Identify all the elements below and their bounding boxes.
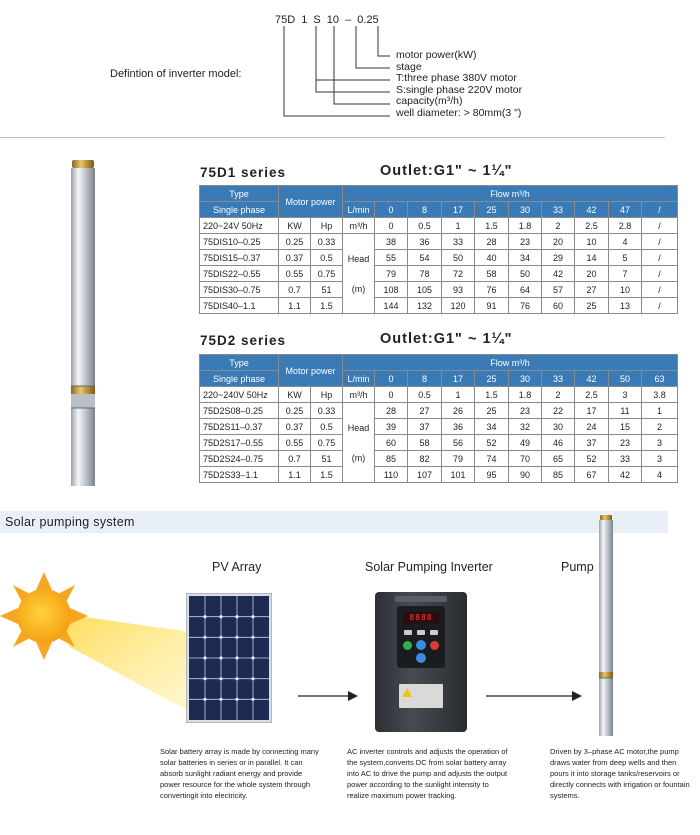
kw-cell: 0.55 <box>279 435 311 451</box>
head-value-cell: 95 <box>475 467 509 483</box>
head-value-cell: 42 <box>542 266 575 282</box>
table2-series-title: 75D2 series <box>200 333 287 348</box>
table2-flow-col: 30 <box>509 371 542 387</box>
head-label-cell <box>343 403 375 483</box>
kw-cell: 0.7 <box>279 451 311 467</box>
head-value-cell: 76 <box>475 282 509 298</box>
hp-cell: 1.5 <box>311 467 343 483</box>
head-value-cell: 4 <box>609 234 642 250</box>
pv-panel-image <box>186 593 272 723</box>
head-value-cell: 40 <box>475 250 509 266</box>
table-row <box>200 266 678 282</box>
table2-single-phase-header: Single phase <box>200 371 279 387</box>
table-row <box>200 282 678 298</box>
kw-cell: 0.37 <box>279 419 311 435</box>
head-value-cell: 79 <box>375 266 408 282</box>
table1-flow-header: Flow m³/h <box>343 186 678 202</box>
head-value-cell: 13 <box>609 298 642 314</box>
table1-motor-power-header: Motor power <box>279 186 343 218</box>
head-value-cell: 23 <box>509 234 542 250</box>
table2-flow-col: 8 <box>408 371 442 387</box>
inverter-vent <box>395 596 447 602</box>
kw-cell: 0.25 <box>279 403 311 419</box>
table2-kw-header: KW <box>279 387 311 403</box>
table1-body <box>200 234 678 314</box>
head-value-cell: / <box>642 250 678 266</box>
inverter-label: Solar Pumping Inverter <box>365 560 493 574</box>
kw-cell: 0.37 <box>279 250 311 266</box>
head-value-cell: 5 <box>609 250 642 266</box>
table1-series-title: 75D1 series <box>200 165 287 180</box>
table1-flow-col: 30 <box>509 202 542 218</box>
table-row <box>200 451 678 467</box>
head-value-cell: 36 <box>408 234 442 250</box>
head-value-cell: 90 <box>509 467 542 483</box>
table1-lph-cell: 2.5 <box>575 218 609 234</box>
head-value-cell: 60 <box>375 435 408 451</box>
head-value-cell: 27 <box>408 403 442 419</box>
table1-lph-cell: 2.8 <box>609 218 642 234</box>
head-value-cell: 37 <box>575 435 609 451</box>
head-value-cell: 46 <box>542 435 575 451</box>
model-code: 75D 1 S 10 – 0.25 <box>275 14 379 26</box>
table2-lph-cell: 1.8 <box>509 387 542 403</box>
head-value-cell: 78 <box>408 266 442 282</box>
head-value-cell: 36 <box>442 419 475 435</box>
head-value-cell: 42 <box>609 467 642 483</box>
head-value-cell: 17 <box>575 403 609 419</box>
head-value-cell: 28 <box>375 403 408 419</box>
def-three-phase: T:three phase 380V motor <box>396 72 517 84</box>
head-value-cell: 14 <box>575 250 609 266</box>
model-cell: 75D2S33–1.1 <box>200 467 279 483</box>
head-value-cell: 7 <box>609 266 642 282</box>
model-cell: 75DIS40–1.1 <box>200 298 279 314</box>
sun-icon <box>0 572 190 712</box>
head-value-cell: 25 <box>475 403 509 419</box>
head-value-cell: 110 <box>375 467 408 483</box>
pump-image-small <box>596 515 616 740</box>
hp-cell: 0.33 <box>311 234 343 250</box>
table2-flow-col: 17 <box>442 371 475 387</box>
head-value-cell: 52 <box>475 435 509 451</box>
head-value-cell: 76 <box>509 298 542 314</box>
head-value-cell: 32 <box>509 419 542 435</box>
kw-cell: 0.25 <box>279 234 311 250</box>
model-cell: 75D2S08–0.25 <box>200 403 279 419</box>
table1-lph-cell: 2 <box>542 218 575 234</box>
table2-flow-col: 63 <box>642 371 678 387</box>
inverter-display: 8888 <box>403 612 439 623</box>
head-value-cell: 57 <box>542 282 575 298</box>
head-value-cell: 132 <box>408 298 442 314</box>
table1-single-phase-header: Single phase <box>200 202 279 218</box>
head-value-cell: 38 <box>375 234 408 250</box>
table-row <box>200 298 678 314</box>
run-button-icon <box>403 641 412 650</box>
hp-cell: 1.5 <box>311 298 343 314</box>
table-row <box>200 467 678 483</box>
head-value-cell: 74 <box>475 451 509 467</box>
model-definition-items <box>396 50 522 119</box>
table1-voltage: 220~24V 50Hz <box>200 218 279 234</box>
table2-lph-cell: 1.5 <box>475 387 509 403</box>
head-label: Head <box>347 253 370 264</box>
table2-flow-col: 0 <box>375 371 408 387</box>
model-cell: 75DIS30–0.75 <box>200 282 279 298</box>
hp-cell: 51 <box>311 451 343 467</box>
keypad-button <box>404 630 412 635</box>
def-motor-power: motor power(kW) <box>396 49 477 61</box>
head-value-cell: 108 <box>375 282 408 298</box>
kw-cell: 1.1 <box>279 298 311 314</box>
table2-motor-power-header: Motor power <box>279 355 343 387</box>
head-value-cell: 23 <box>609 435 642 451</box>
table1 <box>199 185 678 314</box>
down-button-icon <box>416 653 426 663</box>
head-value-cell: 2 <box>642 419 678 435</box>
head-label-cell <box>343 234 375 314</box>
pump-description: Driven by 3–phase AC motor,the pump draws water from deep wells and then pours it into storage tanks/reservoirs or directly connects with irrigation or fountain systems. <box>550 747 690 800</box>
head-value-cell: 26 <box>442 403 475 419</box>
inverter-image <box>375 592 467 732</box>
head-value-cell: / <box>642 266 678 282</box>
pv-array-label: PV Array <box>212 560 262 574</box>
table1-flow-col: / <box>642 202 678 218</box>
head-value-cell: 3 <box>642 451 678 467</box>
model-cell: 75D2S11–0.37 <box>200 419 279 435</box>
hp-cell: 0.75 <box>311 266 343 282</box>
table2-lph-cell: 1 <box>442 387 475 403</box>
head-value-cell: / <box>642 282 678 298</box>
pv-description: Solar battery array is made by connecting many solar batteries in series or in parallel. It can absorb sunlight radiant energy and provide power resource for the whole system through convertingit into electricity. <box>160 747 319 800</box>
table1-lmin-header: L/min <box>343 202 375 218</box>
table-row <box>200 419 678 435</box>
section-divider <box>0 137 665 138</box>
head-value-cell: 25 <box>575 298 609 314</box>
head-value-cell: 28 <box>475 234 509 250</box>
table1-lph-cell: 1 <box>442 218 475 234</box>
table2-flow-col: 42 <box>575 371 609 387</box>
table1-lph-cell: 0.5 <box>408 218 442 234</box>
head-value-cell: 39 <box>375 419 408 435</box>
head-value-cell: 58 <box>408 435 442 451</box>
warning-icon <box>402 688 412 697</box>
head-value-cell: 10 <box>575 234 609 250</box>
head-value-cell: 64 <box>509 282 542 298</box>
solar-section-title: Solar pumping system <box>5 515 135 529</box>
head-value-cell: / <box>642 298 678 314</box>
head-value-cell: 60 <box>542 298 575 314</box>
head-value-cell: 79 <box>442 451 475 467</box>
head-value-cell: 52 <box>575 451 609 467</box>
model-definition-bracket-lines <box>270 26 400 122</box>
table2-flow-header: Flow m³/h <box>343 355 678 371</box>
head-value-cell: 105 <box>408 282 442 298</box>
head-value-cell: 93 <box>442 282 475 298</box>
table2-voltage: 220~240V 50Hz <box>200 387 279 403</box>
head-value-cell: 22 <box>542 403 575 419</box>
hp-cell: 51 <box>311 282 343 298</box>
def-single-phase: S:single phase 220V motor <box>396 83 523 96</box>
table2-type-header: Type <box>200 355 279 371</box>
pump-label: Pump <box>561 560 594 574</box>
hp-cell: 0.5 <box>311 250 343 266</box>
table2-unit: m³/h <box>343 387 375 403</box>
table1-flow-col: 47 <box>609 202 642 218</box>
head-value-cell: 1 <box>642 403 678 419</box>
model-cell: 75DIS10–0.25 <box>200 234 279 250</box>
arrow-right-icon <box>298 690 358 702</box>
table2-flow-col: 33 <box>542 371 575 387</box>
kw-cell: 1.1 <box>279 467 311 483</box>
table1-hp-header: Hp <box>311 218 343 234</box>
arrow-right-icon <box>486 690 582 702</box>
head-value-cell: 55 <box>375 250 408 266</box>
kw-cell: 0.7 <box>279 282 311 298</box>
keypad-button <box>417 630 425 635</box>
head-value-cell: 33 <box>442 234 475 250</box>
table1-flow-col: 42 <box>575 202 609 218</box>
head-value-cell: 85 <box>375 451 408 467</box>
head-value-cell: 3 <box>642 435 678 451</box>
head-value-cell: 29 <box>542 250 575 266</box>
table1-flow-col: 8 <box>408 202 442 218</box>
head-value-cell: 82 <box>408 451 442 467</box>
table2-outlet: Outlet:G1" ~ 1¼" <box>380 331 513 347</box>
table1-flow-col: 17 <box>442 202 475 218</box>
hp-cell: 0.33 <box>311 403 343 419</box>
table1-kw-header: KW <box>279 218 311 234</box>
table2 <box>199 354 678 483</box>
inverter-description: AC inverter controls and adjusts the operation of the system,converts DC from solar battery array into AC to drive the pump and adjusts the output power according to the sunlight intensity to realize maximum power tracking. <box>347 747 508 800</box>
table2-lph-cell: 0.5 <box>408 387 442 403</box>
head-unit: (m) <box>351 283 366 294</box>
hp-cell: 0.75 <box>311 435 343 451</box>
head-value-cell: 54 <box>408 250 442 266</box>
head-value-cell: 67 <box>575 467 609 483</box>
table2-lph-cell: 2 <box>542 387 575 403</box>
table1-flow-col: 33 <box>542 202 575 218</box>
table1-lph-cell: / <box>642 218 678 234</box>
head-value-cell: 11 <box>609 403 642 419</box>
head-value-cell: 49 <box>509 435 542 451</box>
head-value-cell: 107 <box>408 467 442 483</box>
keypad-button <box>430 630 438 635</box>
table2-hp-header: Hp <box>311 387 343 403</box>
head-value-cell: 70 <box>509 451 542 467</box>
table2-flow-col: 50 <box>609 371 642 387</box>
head-value-cell: 56 <box>442 435 475 451</box>
stop-button-icon <box>430 641 439 650</box>
head-value-cell: 30 <box>542 419 575 435</box>
head-value-cell: 10 <box>609 282 642 298</box>
table2-flow-col: 25 <box>475 371 509 387</box>
def-well-diameter: well diameter: > 80mm(3 ") <box>396 106 522 119</box>
table-row <box>200 234 678 250</box>
table1-flow-col: 25 <box>475 202 509 218</box>
head-label: Head <box>347 422 370 433</box>
head-value-cell: 65 <box>542 451 575 467</box>
head-value-cell: 34 <box>509 250 542 266</box>
inverter-keypad <box>397 606 445 668</box>
warning-label <box>399 684 443 708</box>
head-value-cell: 58 <box>475 266 509 282</box>
def-capacity: capacity(m³/h) <box>396 95 463 107</box>
head-value-cell: 4 <box>642 467 678 483</box>
model-cell: 75DIS15–0.37 <box>200 250 279 266</box>
head-value-cell: 50 <box>509 266 542 282</box>
table2-lph-cell: 0 <box>375 387 408 403</box>
head-value-cell: 24 <box>575 419 609 435</box>
head-value-cell: 144 <box>375 298 408 314</box>
head-unit: (m) <box>351 452 366 463</box>
table1-lph-cell: 1.8 <box>509 218 542 234</box>
head-value-cell: 50 <box>442 250 475 266</box>
head-value-cell: 20 <box>542 234 575 250</box>
hp-cell: 0.5 <box>311 419 343 435</box>
table1-outlet: Outlet:G1" ~ 1¼" <box>380 163 513 179</box>
kw-cell: 0.55 <box>279 266 311 282</box>
table-row <box>200 435 678 451</box>
head-value-cell: 27 <box>575 282 609 298</box>
table1-lph-cell: 1.5 <box>475 218 509 234</box>
head-value-cell: 72 <box>442 266 475 282</box>
up-button-icon <box>416 640 426 650</box>
head-value-cell: 23 <box>509 403 542 419</box>
head-value-cell: 91 <box>475 298 509 314</box>
head-value-cell: 20 <box>575 266 609 282</box>
table1-lph-cell: 0 <box>375 218 408 234</box>
table2-lph-cell: 3.8 <box>642 387 678 403</box>
head-value-cell: 34 <box>475 419 509 435</box>
table-row <box>200 403 678 419</box>
table2-body <box>200 403 678 483</box>
table1-type-header: Type <box>200 186 279 202</box>
model-cell: 75DIS22–0.55 <box>200 266 279 282</box>
head-value-cell: 33 <box>609 451 642 467</box>
table2-lph-cell: 3 <box>609 387 642 403</box>
head-value-cell: 15 <box>609 419 642 435</box>
head-value-cell: 120 <box>442 298 475 314</box>
table2-lmin-header: L/min <box>343 371 375 387</box>
def-stage: stage <box>396 60 422 73</box>
model-definition-label: Defintion of inverter model: <box>110 68 242 80</box>
table1-unit: m³/h <box>343 218 375 234</box>
head-value-cell: 101 <box>442 467 475 483</box>
table1-flow-col: 0 <box>375 202 408 218</box>
pump-image <box>66 160 100 490</box>
model-cell: 75D2S17–0.55 <box>200 435 279 451</box>
head-value-cell: 85 <box>542 467 575 483</box>
head-value-cell: / <box>642 234 678 250</box>
table2-lph-cell: 2.5 <box>575 387 609 403</box>
model-cell: 75D2S24–0.75 <box>200 451 279 467</box>
head-value-cell: 37 <box>408 419 442 435</box>
table-row <box>200 250 678 266</box>
